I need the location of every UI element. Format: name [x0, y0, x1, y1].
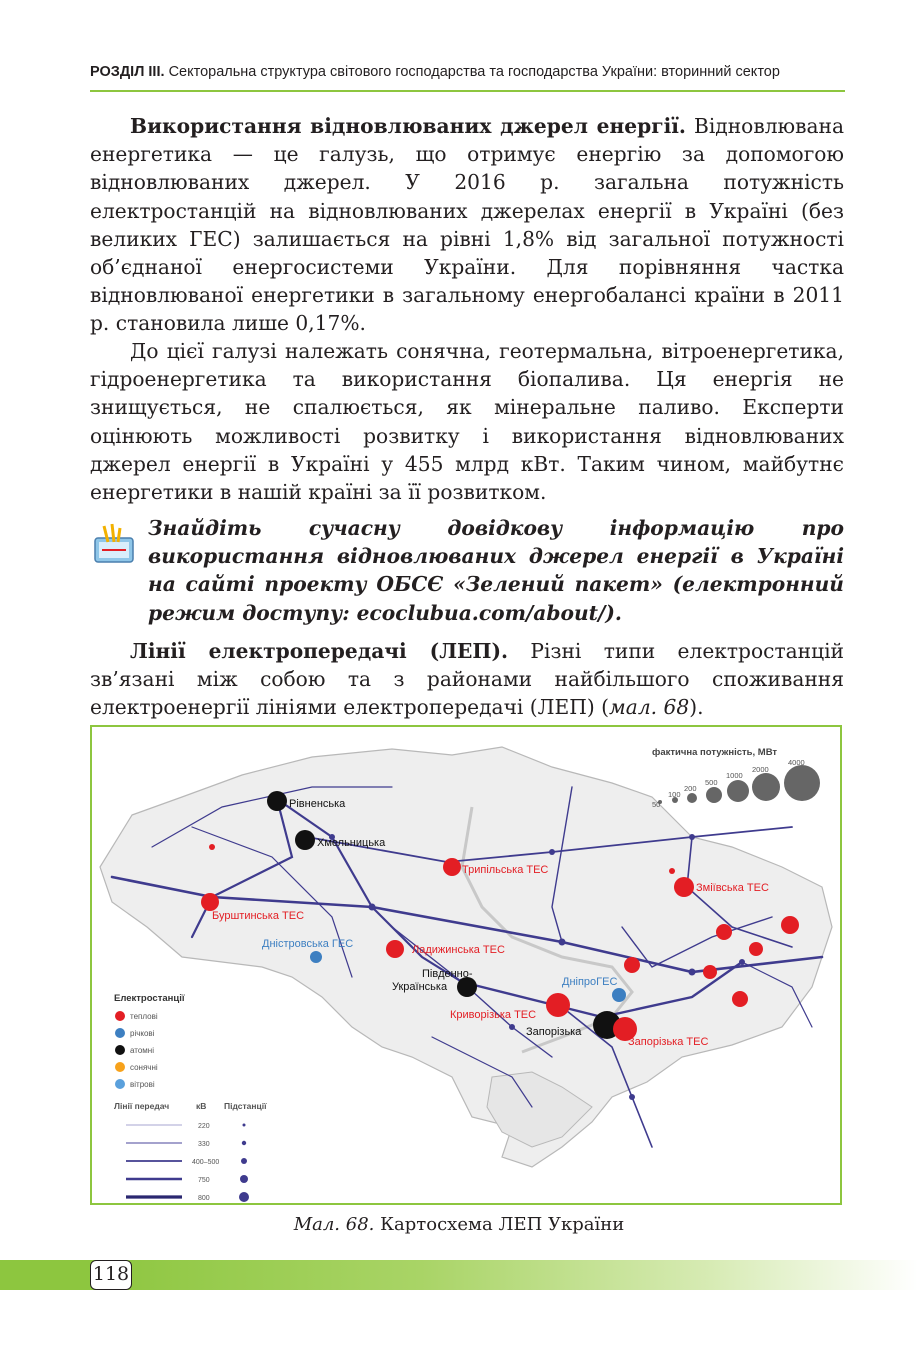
paragraph-power-lines: Лінії електропередачі (ЛЕП). Різні типи електростанцій зв’язані між собою та з районами найбільшого споживання електроенергії лініями електропередачі (ЛЕП) (мал. 68).: [90, 639, 844, 720]
capacity-value: 100: [668, 790, 681, 799]
paragraph-text: До цієї галузі належать сонячна, геотермальна, вітроенергетика, гідроенергетика та використання біопалива. Ця енергія не знищується, не спалюється, як мінеральне паливо. Експерти оцінюють можливості розвитку і використання відновлюваних джерел енергії в Україні у 455 млрд кВт. Таким чином, майбутнє енергетики в нашій країні за її розвитком.: [90, 339, 844, 505]
capacity-value: 200: [684, 784, 697, 793]
station-label: Криворізька ТЕС: [450, 1009, 537, 1021]
running-header: [90, 64, 842, 80]
capacity-value: 2000: [752, 765, 769, 774]
nuclear-station-icon: [267, 791, 287, 811]
section-label: РОЗДІЛ ІІІ.: [90, 64, 165, 80]
station-label: Бурштинська ТЕС: [212, 910, 305, 922]
map-graphic: [92, 727, 840, 1203]
nuclear-station-icon: [295, 830, 315, 850]
figure-caption: [0, 1214, 918, 1235]
footer-band-left: [0, 1260, 90, 1290]
capacity-value: 50: [652, 800, 661, 809]
legend-type-icons: [115, 1011, 125, 1089]
paragraph-renewables: [90, 112, 844, 338]
legend-voltage: 750: [198, 1177, 210, 1184]
station-label: Запорізька ТЕС: [628, 1036, 709, 1048]
paragraph-heading: Використання відновлюваних джерел енергії.: [130, 114, 686, 138]
station-label: Ладижинська ТЕС: [412, 944, 505, 956]
station-label: Українська: [392, 981, 448, 993]
legend-type-label: річкові: [130, 1029, 155, 1038]
station-label: Зміївська ТЕС: [696, 882, 769, 894]
station-label: Запорізька: [526, 1026, 582, 1038]
header-divider: [90, 90, 845, 92]
thermal-station-icon: [674, 877, 694, 897]
legend-type-label: атомні: [130, 1046, 154, 1055]
task-text: Знайдіть сучасну довідкову інформацію про використання відновлюваних джерел енергії в Україні на сайті проекту ОБСЄ «Зелений пакет» (електронний режим доступу: ecoclubua.com/about/).: [148, 516, 844, 625]
thermal-station-icon: [546, 993, 570, 1017]
hydro-station-icon: [612, 988, 626, 1002]
ukraine-outline: [100, 747, 832, 1167]
legend-type-label: сонячні: [130, 1063, 158, 1072]
legend-title: Електростанції: [114, 993, 185, 1004]
paragraph-end: ).: [689, 695, 704, 720]
station-label: ДніпроГЕС: [562, 976, 618, 988]
page-number: 118: [90, 1260, 132, 1290]
paragraph-text: Різні типи електростанцій зв’язані між собою та з районами найбільшого споживання електроенергії лініями електропередачі (ЛЕП): [90, 639, 844, 720]
capacity-value: 4000: [788, 758, 805, 767]
legend-type-label: вітрові: [130, 1080, 155, 1089]
header-title: Секторальна структура світового господарства та господарства України: вторинний сектор: [168, 64, 780, 80]
figure-reference: мал. 68: [609, 695, 690, 720]
station-label: Південно-: [422, 968, 473, 980]
caption-label: Мал. 68.: [293, 1214, 375, 1235]
power-line-map: [90, 725, 842, 1205]
paragraph-text: Відновлювана енергетика — це галузь, що отримує енергію за допомогою відновлюваних джерел. У 2016 р. загальна потужність електростанцій на відновлюваних джерелах енергії в Україні (без великих ГЕС) залишається на рівні 1,8% від загальної потужності об’єднаної енергосистеми України. Для порівняння частка відновлюваної енергетики в загальному енергобалансі країни в 2011 р. становила лише 0,17%.: [90, 114, 844, 336]
paragraph-heading: Лінії електропередачі (ЛЕП).: [130, 639, 509, 663]
paragraph-renewable-types: [90, 337, 844, 506]
station-label: Рівненська: [289, 798, 346, 810]
legend-substation-samples: [239, 1124, 249, 1203]
nuclear-station-icon: [457, 977, 477, 997]
station-label: Дністровська ГЕС: [262, 938, 354, 950]
hydro-station-icon: [310, 951, 322, 963]
capacity-title: фактична потужність, МВт: [652, 747, 778, 758]
station-label: Хмельницька: [317, 837, 386, 849]
thermal-station-icon: [386, 940, 404, 958]
legend-kv-title: кВ: [196, 1101, 207, 1111]
task-icon: [92, 520, 138, 566]
capacity-value: 500: [705, 778, 718, 787]
legend-voltage: 800: [198, 1195, 210, 1202]
legend-line-samples: [126, 1125, 182, 1197]
legend-substations-title: Підстанції: [224, 1101, 267, 1111]
thermal-station-icon: [201, 893, 219, 911]
legend-voltage: 330: [198, 1141, 210, 1148]
thermal-station-icon: [443, 858, 461, 876]
legend-lines-title: Лінії передач: [114, 1101, 170, 1111]
legend-voltage: 220: [198, 1123, 210, 1130]
caption-text: Картосхема ЛЕП України: [380, 1214, 625, 1235]
station-label: Трипільська ТЕС: [462, 864, 549, 876]
footer-band: [90, 1260, 918, 1290]
legend-type-label: теплові: [130, 1012, 158, 1021]
legend-voltage: 400–500: [192, 1159, 220, 1166]
capacity-value: 1000: [726, 771, 743, 780]
